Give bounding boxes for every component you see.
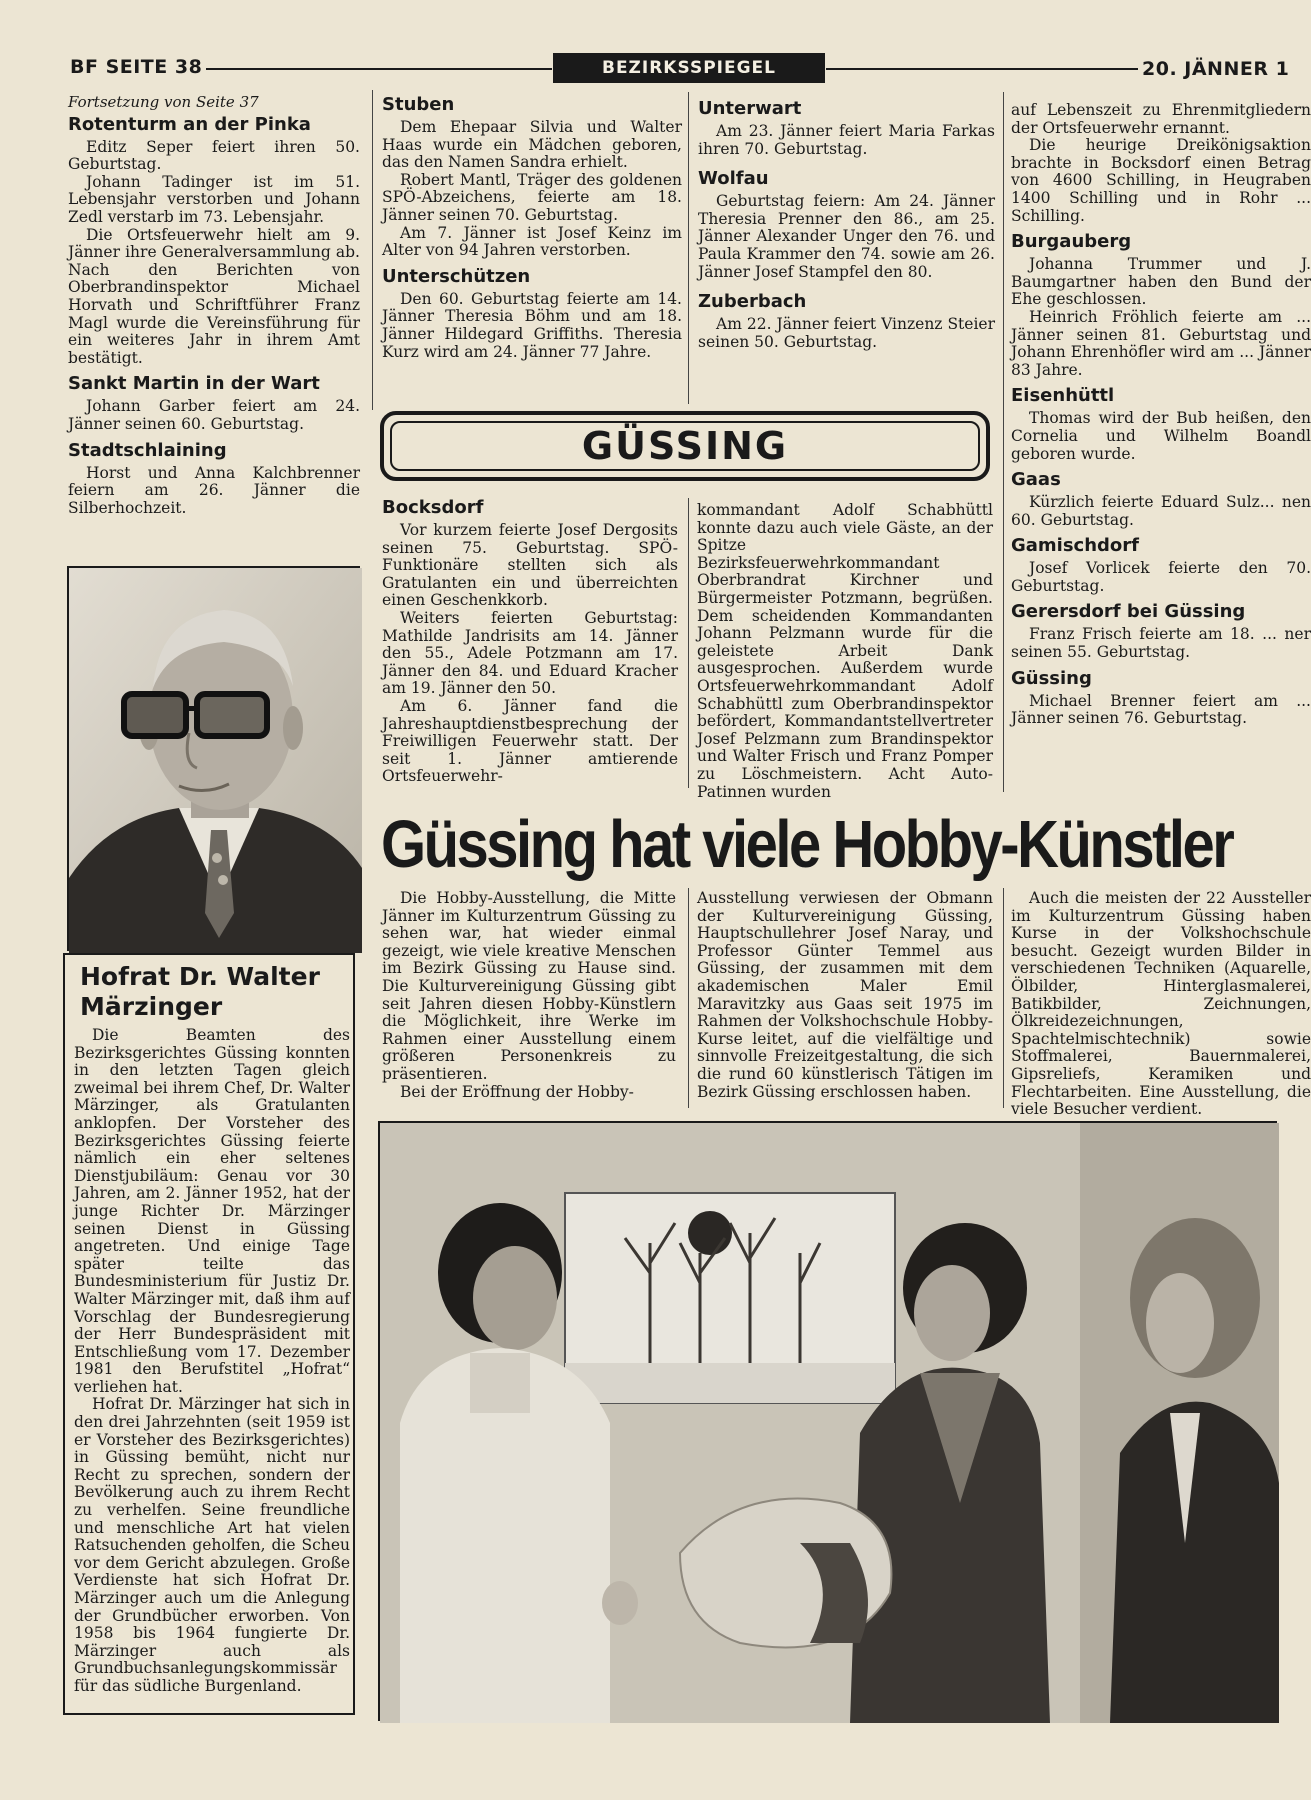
column-2-news (382, 94, 682, 361)
heading-gerersdorf: Gerersdorf bei Güssing (1011, 601, 1246, 623)
page-number: BF SEITE 38 (70, 56, 203, 78)
column-rule (688, 92, 689, 404)
paragraph: Auch die meisten der 22 Aussteller im Kulturzentrum Güssing haben Kurse in der Volkshochschule besucht. Gezeigt wurden Bilder in verschiedenen Techniken (Aquarelle, Ölbilder, Hinterglasmalerei, Batikbilder, Zeichnungen, Ölkreidezeichnungen, Spachtelmischtechnik) sowie Stoffmalerei, Bauernmalerei, Gipsreliefs, Keramiken und Flechtarbeiten. Eine Ausstellung, die viele Besucher verdient. (1011, 889, 1311, 1119)
bocksdorf-column-2 (697, 502, 993, 801)
paragraph: Johanna Trummer und J. Baumgartner haben den Bund der Ehe geschlossen. (1011, 255, 1311, 309)
hobby-column-3-inner (1011, 890, 1311, 1119)
issue-date: 20. JÄNNER 1 (1142, 58, 1290, 80)
heading-unterschuetzen: Unterschützen (382, 265, 531, 287)
hobby-column-2 (697, 890, 993, 1101)
paragraph: Thomas wird der Bub heißen, den Cornelia und Wilhelm Boandl geboren wurde. (1011, 409, 1311, 463)
paragraph: Editz Seper feiert ihren 50. Geburtstag. (68, 137, 360, 174)
continuation-note: Fortsetzung von Seite 37 (68, 93, 259, 111)
heading-guessing-local: Güssing (1011, 667, 1092, 689)
section-label: BEZIRKSSPIEGEL (553, 53, 825, 83)
hobby-headline: Güssing hat viele Hobby-Künstler (381, 807, 1233, 883)
heading-stadtschlaining: Stadtschlaining (68, 439, 227, 461)
paragraph: Franz Frisch feierte am 18. ... ner seinen 55. Geburtstag. (1011, 625, 1311, 662)
exhibition-photo (378, 1121, 1277, 1721)
heading-gamischdorf: Gamischdorf (1011, 535, 1140, 557)
paragraph: Am 6. Jänner fand die Jahreshauptdienstbesprechung der Freiwilligen Feuerwehr statt. Der seit 1. Jänner amtierende Ortsfeuerwehr- (382, 696, 678, 786)
man-portrait-image (69, 568, 362, 953)
paragraph: Bei der Eröffnung der Hobby- (400, 1082, 634, 1101)
column-rule (688, 498, 689, 788)
heading-gaas: Gaas (1011, 469, 1061, 491)
paragraph: Josef Vorlicek feierte den 70. Geburtstag. (1011, 559, 1311, 595)
paragraph: Am 22. Jänner feiert Vinzenz Steier seinen 50. Geburtstag. (698, 315, 995, 351)
paragraph: Am 7. Jänner ist Josef Keinz im Alter von 94 Jahren verstorben. (382, 223, 682, 260)
column-3-news (698, 98, 995, 351)
paragraph: Die Beamten des Bezirksgerichtes Güssing konnten in den letzten Tagen gleich zweimal bei ihrem Chef, Dr. Walter Märzinger, als Gratulanten anklopfen. Der Vorsteher des Bezirksgerichtes Güssing feierte nämlich ein eher seltenes Dienstjubiläum: Genau vor 30 Jahren, am 2. Jänner 1952, hat der junge Richter Dr. Märzinger seinen Dienst in Güssing angetreten. Und einige Tage später teilte das Bundesministerium für Justiz Dr. Walter Märzinger mit, daß ihm auf Vorschlag der Bundesregierung der Herr Bundespräsident mit Entschließung vom 17. Dezember 1981 den Berufstitel „Hofrat“ verliehen hat. (74, 1026, 350, 1396)
heading-zuberbach: Zuberbach (698, 291, 807, 313)
column-rule (1003, 888, 1004, 1108)
paragraph: Geburtstag feiern: Am 24. Jänner Theresia Prenner den 86., am 25. Jänner Alexander Unger den 76. und Paula Krammer den 74. sowie am 26. Jänner Josef Stampfel den 80. (698, 192, 995, 281)
paragraph: Johann Tadinger ist im 51. Lebensjahr verstorben und Johann Zedl verstarb im 73. Lebensjahr. (68, 172, 360, 226)
paragraph: Die Ortsfeuerwehr hielt am 9. Jänner ihre Generalversammlung ab. Nach den Berichten von Oberbrandinspektor Michael Horvath und Schriftführer Franz Magl wurde die Vereinsführung für ein weiteres Jahr in ihrem Amt bestätigt. (68, 225, 360, 367)
paragraph: Robert Mantl, Träger des goldenen SPÖ-Abzeichens, feierte am 18. Jänner seinen 70. Geburtstag. (382, 170, 682, 224)
hobby-column-3 (1011, 889, 1311, 1119)
paragraph: Vor kurzem feierte Josef Dergosits seinen 75. Geburtstag. SPÖ-Funktionäre stellten sich als Gratulanten ein und überreichten einen Geschenkkorb. (382, 521, 678, 610)
hobby-column-1 (382, 890, 676, 1101)
column-rule (688, 888, 689, 1108)
paragraph: Die heurige Dreikönigsaktion brachte in Bocksdorf einen Betrag von 4600 Schilling, in Heugraben 1400 Schilling und in Rohr ... Schilling. (1011, 136, 1311, 225)
heading-burgauberg: Burgauberg (1011, 231, 1132, 253)
paragraph: Dem Ehepaar Silvia und Walter Haas wurde ein Mädchen geboren, das den Namen Sandra erhielt. (382, 118, 682, 172)
heading-sankt-martin: Sankt Martin in der Wart (68, 373, 320, 395)
column-rule (1003, 92, 1004, 792)
column-rule (372, 90, 373, 410)
paragraph: Hofrat Dr. Märzinger hat sich in den drei Jahrzehnten (seit 1959 ist er Vorsteher des Bezirksgerichtes) in Güssing bemüht, nicht nur Recht zu sprechen, sondern der Bevölkerung auch zu ihrem Recht zu verhelfen. Seine freundliche und menschliche Art hat vielen Ratsuchenden geholfen, die Scheu vor dem Gericht abzulegen. Große Verdienste hat sich Hofrat Dr. Märzinger auch um die Anlegung der Grundbücher erworben. Von 1958 bis 1964 fungierte Dr. Märzinger auch als Grundbuchsanlegungskommissär für das südliche Burgenland. (74, 1395, 350, 1695)
heading-stuben: Stuben (382, 94, 455, 115)
column-4-news (1011, 101, 1311, 802)
paragraph: kommandant Adolf Schabhüttl konnte dazu auch viele Gäste, an der Spitze Bezirksfeuerwehrkommandant Oberbrandrat Kirchner und Bürgermeister Potzmann, begrüßen. Dem scheidenden Kommandanten Johann Pelzmann wurde für die geleistete Arbeit Dank ausgesprochen. Außerdem wurde Ortsfeuerwehrkommandant Adolf Schabhüttl zum Oberbrandinspektor befördert, Kommandantstellvertreter Josef Pelzmann zum Brandinspektor und Walter Frisch und Franz Pomper zu Löschmeistern. Acht Auto-Patinnen wurden (697, 501, 993, 801)
header-rule-left (206, 68, 552, 70)
column-1-news (68, 94, 360, 517)
paragraph: Weiters feierten Geburtstag: Mathilde Jandrisits am 14. Jänner den 55., Adele Potzmann am 17. Jänner den 84. und Eduard Kracher am 19. Jänner den 50. (382, 608, 678, 698)
portrait-article-body (74, 1027, 350, 1696)
heading-wolfau: Wolfau (698, 168, 769, 190)
portrait-article-title: Hofrat Dr. Walter Märzinger (80, 962, 320, 1021)
paragraph: Horst und Anna Kalchbrenner feiern am 26. Jänner die Silberhochzeit. (68, 463, 360, 517)
header-rule-right (826, 68, 1138, 70)
portrait-photo (67, 566, 360, 951)
paragraph: Kürzlich feierte Eduard Sulz... nen 60. Geburtstag. (1011, 493, 1311, 529)
heading-unterwart: Unterwart (698, 98, 802, 119)
column-4-inner (1011, 102, 1311, 728)
women-at-exhibition-image (380, 1123, 1279, 1723)
heading-bocksdorf: Bocksdorf (382, 497, 484, 518)
guessing-section-banner (380, 411, 990, 481)
paragraph: Die Hobby-Ausstellung, die Mitte Jänner im Kulturzentrum Güssing zu sehen war, hat wieder einmal gezeigt, wie viele kreative Menschen im Bezirk Güssing zu Hause sind. Die Kulturvereinigung Güssing gibt seit Jahren diesen Hobby-Künstlern die Möglichkeit, ihre Werke im Rahmen einer Ausstellung einem größeren Personenkreis zu präsentieren. (382, 889, 676, 1083)
bocksdorf-column-1 (382, 497, 678, 786)
paragraph: Johann Garber feiert am 24. Jänner seinen 60. Geburtstag. (68, 397, 360, 433)
banner-title: GÜSSING (390, 421, 980, 471)
heading-rotenturm: Rotenturm an der Pinka (68, 113, 311, 135)
paragraph: Den 60. Geburtstag feierte am 14. Jänner Theresia Böhm und am 18. Jänner Hildegard Griffiths. Theresia Kurz wird am 24. Jänner 77 Jahre. (382, 289, 682, 361)
paragraph: Ausstellung verwiesen der Obmann der Kulturvereinigung Güssing, Hauptschullehrer Josef Naray, und Professor Günter Temmel aus Güssing, der zusammen mit dem akademischen Maler Emil Maravitzky aus Gaas seit 1975 im Rahmen der Volkshochschule Hobby-Kurse leitet, auf die vielfältige und sinnvolle Freizeitgestaltung, die sich die rund 60 künstlerisch Tätigen im Bezirk Güssing erschlossen haben. (697, 889, 993, 1101)
paragraph: auf Lebenszeit zu Ehrenmitgliedern der Ortsfeuerwehr ernannt. (1011, 101, 1311, 137)
paragraph: Michael Brenner feiert am ... Jänner seinen 76. Geburtstag. (1011, 691, 1311, 728)
heading-eisenhuettl: Eisenhüttl (1011, 385, 1115, 407)
paragraph: Am 23. Jänner feiert Maria Farkas ihren 70. Geburtstag. (698, 122, 995, 158)
paragraph: Heinrich Fröhlich feierte am ... Jänner seinen 81. Geburtstag und Johann Ehrenhöfler wird am ... Jänner 83 Jahre. (1011, 307, 1311, 379)
